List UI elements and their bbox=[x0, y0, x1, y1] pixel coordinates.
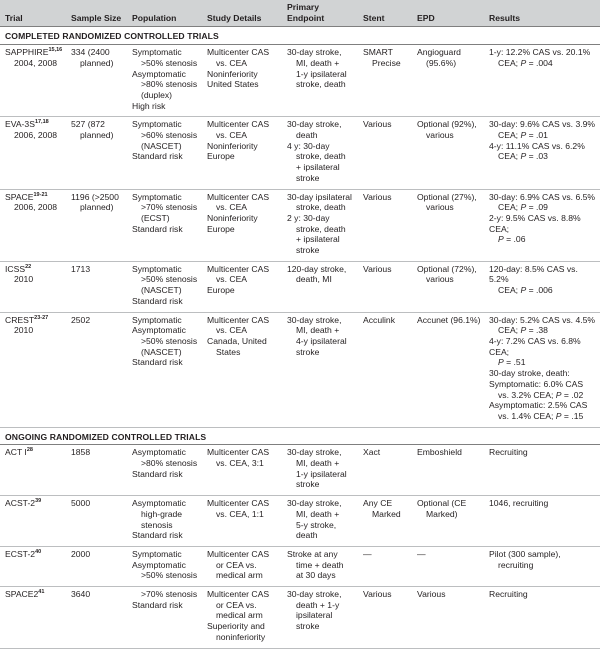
trial-cell bbox=[0, 496, 66, 547]
results-cell-line: CEA; P = .03 bbox=[498, 151, 548, 162]
endpoint-cell-line: 30-day stroke, bbox=[287, 589, 342, 600]
trial-cell bbox=[0, 189, 66, 261]
endpoint-cell-line: + ipsilateral bbox=[296, 162, 340, 173]
population-cell-line: (NASCET) bbox=[141, 140, 182, 151]
epd-cell-line: Accunet (96.1%) bbox=[417, 314, 481, 325]
sample-size-cell bbox=[66, 261, 127, 312]
header-population: Population bbox=[127, 0, 202, 27]
study-details-cell-line: Multicenter CAS bbox=[207, 263, 270, 274]
stent-cell-line: Precise bbox=[372, 57, 401, 68]
population-cell-line: >60% stenosis bbox=[141, 130, 198, 141]
study-details-cell bbox=[202, 312, 282, 427]
epd-cell bbox=[412, 45, 484, 117]
endpoint-cell-line: stroke bbox=[296, 245, 320, 256]
epd-cell bbox=[412, 189, 484, 261]
trial-name: ICSS bbox=[5, 263, 26, 274]
study-details-cell-line: Superiority and bbox=[207, 621, 265, 632]
section-row bbox=[0, 427, 600, 445]
stent-cell-line: Various bbox=[363, 191, 392, 202]
trial-reference: 41 bbox=[38, 589, 45, 596]
epd-cell-line: Angioguard bbox=[417, 47, 461, 58]
endpoint-cell-line: death + 1-y bbox=[296, 599, 340, 610]
endpoint-cell-line: Stroke at any bbox=[287, 548, 338, 559]
results-cell bbox=[484, 546, 600, 586]
population-cell bbox=[127, 189, 202, 261]
results-cell-line: Symptomatic: 6.0% CAS bbox=[489, 378, 584, 389]
endpoint-cell-line: 1-y ipsilateral bbox=[296, 468, 347, 479]
results-cell-line: Asymptomatic: 2.5% CAS bbox=[489, 400, 588, 411]
epd-cell bbox=[412, 445, 484, 496]
epd-cell-line: Optional (CE bbox=[417, 498, 467, 509]
population-cell-line: Standard risk bbox=[132, 295, 183, 306]
results-cell-line: CEA; P = .006 bbox=[498, 285, 553, 296]
trial-name: ACT I bbox=[5, 447, 27, 458]
results-cell-line: CEA; P = .01 bbox=[498, 130, 548, 141]
stent-cell-line: Any CE bbox=[363, 498, 393, 509]
population-cell-line: Standard risk bbox=[132, 468, 183, 479]
population-cell-line: (NASCET) bbox=[141, 346, 182, 357]
results-cell bbox=[484, 189, 600, 261]
trial-cell bbox=[0, 117, 66, 189]
endpoint-cell-line: death, MI bbox=[296, 274, 332, 285]
endpoint-cell-line: stroke, death bbox=[296, 223, 346, 234]
population-cell bbox=[127, 261, 202, 312]
epd-cell bbox=[412, 117, 484, 189]
header-sample-size: Sample Size bbox=[66, 0, 127, 27]
endpoint-cell-line: stroke, death bbox=[296, 79, 346, 90]
epd-cell bbox=[412, 312, 484, 427]
stent-cell bbox=[358, 261, 412, 312]
section-row bbox=[0, 27, 600, 45]
results-cell-line: Recruiting bbox=[489, 447, 528, 458]
endpoint-cell-line: 1-y ipsilateral bbox=[296, 68, 347, 79]
endpoint-cell-line: + ipsilateral bbox=[296, 234, 340, 245]
trial-cell bbox=[0, 546, 66, 586]
population-cell-line: high-grade bbox=[141, 508, 183, 519]
results-cell-line: 30-day stroke, death: bbox=[489, 368, 570, 379]
endpoint-cell-line: 30-day stroke, bbox=[287, 447, 342, 458]
epd-cell-line: various bbox=[426, 202, 454, 213]
table-row bbox=[0, 496, 600, 547]
header-stent: Stent bbox=[358, 0, 412, 27]
trial-cell bbox=[0, 45, 66, 117]
trial-name: EVA-3S bbox=[5, 119, 35, 130]
trial-year: 2006, 2008 bbox=[14, 202, 58, 213]
endpoint-cell-line: stroke, death bbox=[296, 202, 346, 213]
study-details-cell-line: Multicenter CAS bbox=[207, 314, 270, 325]
results-cell bbox=[484, 445, 600, 496]
endpoint-cell bbox=[282, 312, 358, 427]
results-cell bbox=[484, 117, 600, 189]
trial-cell bbox=[0, 261, 66, 312]
results-cell-line: CEA; P = .004 bbox=[498, 57, 553, 68]
sample-size-cell-line: 2502 bbox=[71, 314, 91, 325]
table-row bbox=[0, 587, 600, 649]
population-cell bbox=[127, 587, 202, 649]
sample-size-cell bbox=[66, 189, 127, 261]
sample-size-cell-line: 334 (2400 bbox=[71, 47, 110, 58]
stent-cell bbox=[358, 312, 412, 427]
population-cell-line: Asymptomatic bbox=[132, 559, 186, 570]
header-study-details: Study Details bbox=[202, 0, 282, 27]
study-details-cell bbox=[202, 117, 282, 189]
table-row bbox=[0, 261, 600, 312]
population-cell-line: >50% stenosis bbox=[141, 570, 198, 581]
population-cell-line: Symptomatic bbox=[132, 263, 182, 274]
trial-reference: 19-21 bbox=[33, 191, 48, 198]
population-cell bbox=[127, 496, 202, 547]
population-cell-line: Asymptomatic bbox=[132, 68, 186, 79]
sample-size-cell-line: 1196 (>2500 bbox=[71, 191, 119, 202]
results-cell-line: 4-y: 7.2% CAS vs. 6.8% CEA; bbox=[489, 335, 581, 357]
study-details-cell-line: Europe bbox=[207, 151, 235, 162]
results-cell bbox=[484, 496, 600, 547]
results-cell-line: 120-day: 8.5% CAS vs. 5.2% bbox=[489, 263, 578, 285]
sample-size-cell bbox=[66, 587, 127, 649]
sample-size-cell-line: 5000 bbox=[71, 498, 91, 509]
sample-size-cell-line: 527 (872 bbox=[71, 119, 105, 130]
study-details-cell-line: United States bbox=[207, 79, 259, 90]
population-cell-line: >50% stenosis bbox=[141, 57, 198, 68]
sample-size-cell bbox=[66, 312, 127, 427]
trial-year: 2010 bbox=[14, 325, 34, 336]
population-cell-line: (duplex) bbox=[141, 89, 173, 100]
population-cell bbox=[127, 117, 202, 189]
trial-reference: 22 bbox=[25, 263, 32, 270]
stent-cell bbox=[358, 445, 412, 496]
epd-cell bbox=[412, 587, 484, 649]
stent-cell bbox=[358, 45, 412, 117]
epd-cell-line: (95.6%) bbox=[426, 57, 457, 68]
population-cell-line: >70% stenosis bbox=[141, 202, 198, 213]
population-cell-line: High risk bbox=[132, 100, 166, 111]
epd-cell-line: various bbox=[426, 130, 454, 141]
study-details-cell-line: Multicenter CAS bbox=[207, 47, 270, 58]
study-details-cell-line: Noninferiority bbox=[207, 68, 258, 79]
study-details-cell bbox=[202, 45, 282, 117]
sample-size-cell bbox=[66, 496, 127, 547]
trial-year: 2010 bbox=[14, 274, 34, 285]
sample-size-cell bbox=[66, 45, 127, 117]
stent-cell bbox=[358, 117, 412, 189]
endpoint-cell-line: MI, death + bbox=[296, 57, 340, 68]
endpoint-cell-line: stroke bbox=[296, 621, 320, 632]
endpoint-cell-line: death bbox=[296, 130, 318, 141]
endpoint-cell-line: stroke, death bbox=[296, 151, 346, 162]
stent-cell-line: Various bbox=[363, 589, 392, 600]
population-cell-line: Standard risk bbox=[132, 530, 183, 541]
table-row bbox=[0, 445, 600, 496]
endpoint-cell-line: at 30 days bbox=[296, 570, 336, 581]
population-cell-line: >50% stenosis bbox=[141, 335, 198, 346]
study-details-cell-line: Noninferiority bbox=[207, 212, 258, 223]
trial-name: SPACE2 bbox=[5, 589, 39, 600]
study-details-cell-line: noninferiority bbox=[216, 631, 266, 642]
population-cell-line: Symptomatic bbox=[132, 119, 182, 130]
study-details-cell-line: Multicenter CAS bbox=[207, 447, 270, 458]
population-cell-line: Standard risk bbox=[132, 223, 183, 234]
results-cell bbox=[484, 587, 600, 649]
trial-name: ACST-2 bbox=[5, 498, 36, 509]
endpoint-cell-line: stroke bbox=[296, 479, 320, 490]
study-details-cell bbox=[202, 496, 282, 547]
population-cell-line: >80% stenosis bbox=[141, 79, 198, 90]
endpoint-cell bbox=[282, 587, 358, 649]
sample-size-cell-line: planned) bbox=[80, 130, 114, 141]
study-details-cell-line: Multicenter CAS bbox=[207, 589, 270, 600]
endpoint-cell-line: MI, death + bbox=[296, 458, 340, 469]
endpoint-cell-line: 30-day ipsilateral bbox=[287, 191, 352, 202]
results-cell-line: vs. 3.2% CEA; P = .02 bbox=[498, 389, 584, 400]
endpoint-cell-line: 30-day stroke, bbox=[287, 47, 342, 58]
results-cell-line: Recruiting bbox=[489, 589, 528, 600]
epd-cell-line: Marked) bbox=[426, 508, 458, 519]
trial-reference: 39 bbox=[35, 498, 42, 505]
results-cell-line: vs. 1.4% CEA; P = .15 bbox=[498, 410, 584, 421]
study-details-cell-line: vs. CEA, 3:1 bbox=[216, 458, 264, 469]
study-details-cell bbox=[202, 546, 282, 586]
stent-cell bbox=[358, 496, 412, 547]
header-results: Results bbox=[484, 0, 600, 27]
endpoint-cell-line: 4 y: 30-day bbox=[287, 140, 330, 151]
results-cell-line: 30-day: 6.9% CAS vs. 6.5% bbox=[489, 191, 596, 202]
study-details-cell-line: Noninferiority bbox=[207, 140, 258, 151]
section-title: ONGOING RANDOMIZED CONTROLLED TRIALS bbox=[0, 427, 600, 445]
endpoint-cell-line: 4-y ipsilateral bbox=[296, 335, 347, 346]
sample-size-cell-line: 1858 bbox=[71, 447, 91, 458]
results-cell-line: 30-day: 5.2% CAS vs. 4.5% bbox=[489, 314, 596, 325]
table-row bbox=[0, 189, 600, 261]
endpoint-cell-line: stroke bbox=[296, 172, 320, 183]
epd-cell bbox=[412, 496, 484, 547]
study-details-cell-line: vs. CEA bbox=[216, 325, 248, 336]
stent-cell-line: Marked bbox=[372, 508, 401, 519]
header-primary-endpoint: Primary Endpoint bbox=[282, 0, 358, 27]
study-details-cell-line: Multicenter CAS bbox=[207, 548, 270, 559]
stent-cell bbox=[358, 546, 412, 586]
trial-reference: 23-27 bbox=[34, 314, 49, 321]
population-cell bbox=[127, 45, 202, 117]
study-details-cell-line: Canada, United bbox=[207, 335, 267, 346]
table-row bbox=[0, 45, 600, 117]
population-cell bbox=[127, 546, 202, 586]
population-cell bbox=[127, 445, 202, 496]
study-details-cell-line: vs. CEA bbox=[216, 274, 248, 285]
sample-size-cell bbox=[66, 117, 127, 189]
table-row bbox=[0, 117, 600, 189]
endpoint-cell bbox=[282, 261, 358, 312]
study-details-cell-line: medical arm bbox=[216, 610, 263, 621]
study-details-cell-line: Multicenter CAS bbox=[207, 119, 270, 130]
epd-cell-line: — bbox=[417, 548, 426, 559]
population-cell-line: >50% stenosis bbox=[141, 274, 198, 285]
trial-name: SAPPHIRE bbox=[5, 47, 49, 58]
epd-cell-line: Optional (72%), bbox=[417, 263, 477, 274]
epd-cell bbox=[412, 546, 484, 586]
endpoint-cell bbox=[282, 445, 358, 496]
stent-cell-line: Various bbox=[363, 263, 392, 274]
stent-cell-line: SMART bbox=[363, 47, 393, 58]
study-details-cell-line: Multicenter CAS bbox=[207, 498, 270, 509]
results-cell-line: Pilot (300 sample), bbox=[489, 548, 561, 559]
results-cell bbox=[484, 45, 600, 117]
study-details-cell-line: Multicenter CAS bbox=[207, 191, 270, 202]
results-cell-line: CEA; P = .09 bbox=[498, 202, 548, 213]
results-cell-line: 2-y: 9.5% CAS vs. 8.8% CEA; bbox=[489, 212, 581, 234]
population-cell-line: (ECST) bbox=[141, 212, 170, 223]
epd-cell-line: various bbox=[426, 274, 454, 285]
stent-cell bbox=[358, 189, 412, 261]
endpoint-cell bbox=[282, 45, 358, 117]
results-cell-line: recruiting bbox=[498, 559, 534, 570]
population-cell-line: Asymptomatic bbox=[132, 325, 186, 336]
results-cell-line: 30-day: 9.6% CAS vs. 3.9% bbox=[489, 119, 596, 130]
population-cell-line: >70% stenosis bbox=[141, 589, 198, 600]
results-cell-line: CEA; P = .38 bbox=[498, 325, 548, 336]
endpoint-cell-line: 2 y: 30-day bbox=[287, 212, 330, 223]
population-cell-line: >80% stenosis bbox=[141, 458, 198, 469]
endpoint-cell-line: death bbox=[296, 530, 318, 541]
endpoint-cell bbox=[282, 117, 358, 189]
population-cell-line: Symptomatic bbox=[132, 47, 182, 58]
population-cell-line: Asymptomatic bbox=[132, 498, 186, 509]
study-details-cell-line: vs. CEA, 1:1 bbox=[216, 508, 264, 519]
study-details-cell-line: or CEA vs. bbox=[216, 559, 257, 570]
table-row bbox=[0, 546, 600, 586]
population-cell-line: stenosis bbox=[141, 519, 173, 530]
endpoint-cell-line: stroke bbox=[296, 346, 320, 357]
endpoint-cell bbox=[282, 546, 358, 586]
epd-cell-line: Optional (92%), bbox=[417, 119, 477, 130]
endpoint-cell-line: MI, death + bbox=[296, 325, 340, 336]
study-details-cell-line: Europe bbox=[207, 223, 235, 234]
endpoint-cell-line: ipsilateral bbox=[296, 610, 333, 621]
trial-name: CREST bbox=[5, 314, 35, 325]
endpoint-cell bbox=[282, 496, 358, 547]
study-details-cell-line: vs. CEA bbox=[216, 202, 248, 213]
endpoint-cell-line: MI, death + bbox=[296, 508, 340, 519]
sample-size-cell-line: 3640 bbox=[71, 589, 91, 600]
sample-size-cell bbox=[66, 445, 127, 496]
stent-cell bbox=[358, 587, 412, 649]
header-epd: EPD bbox=[412, 0, 484, 27]
population-cell-line: Standard risk bbox=[132, 599, 183, 610]
study-details-cell bbox=[202, 445, 282, 496]
endpoint-cell-line: 30-day stroke, bbox=[287, 119, 342, 130]
trial-reference: 17,18 bbox=[34, 119, 49, 126]
endpoint-cell-line: 30-day stroke, bbox=[287, 314, 342, 325]
endpoint-cell-line: 5-y stroke, bbox=[296, 519, 337, 530]
population-cell-line: Standard risk bbox=[132, 151, 183, 162]
endpoint-cell-line: 30-day stroke, bbox=[287, 498, 342, 509]
sample-size-cell bbox=[66, 546, 127, 586]
study-details-cell bbox=[202, 261, 282, 312]
results-cell bbox=[484, 312, 600, 427]
trial-cell bbox=[0, 445, 66, 496]
population-cell-line: Standard risk bbox=[132, 357, 183, 368]
results-cell-line: 4-y: 11.1% CAS vs. 6.2% bbox=[489, 140, 585, 151]
endpoint-cell bbox=[282, 189, 358, 261]
results-cell-line: 1046, recruiting bbox=[489, 498, 549, 509]
results-cell-line: P = .06 bbox=[498, 234, 526, 245]
header-trial: Trial bbox=[0, 0, 66, 27]
table-row bbox=[0, 312, 600, 427]
table-body bbox=[0, 27, 600, 648]
stent-cell-line: Acculink bbox=[363, 314, 395, 325]
population-cell-line: (NASCET) bbox=[141, 285, 182, 296]
results-cell-line: P = .51 bbox=[498, 357, 526, 368]
trial-cell bbox=[0, 312, 66, 427]
section-title: COMPLETED RANDOMIZED CONTROLLED TRIALS bbox=[0, 27, 600, 45]
endpoint-cell-line: time + death bbox=[296, 559, 344, 570]
study-details-cell-line: States bbox=[216, 346, 241, 357]
study-details-cell-line: or CEA vs. bbox=[216, 599, 257, 610]
sample-size-cell-line: 1713 bbox=[71, 263, 91, 274]
stent-cell-line: Various bbox=[363, 119, 392, 130]
trial-reference: 15,16 bbox=[48, 47, 63, 54]
sample-size-cell-line: 2000 bbox=[71, 548, 91, 559]
header-row bbox=[0, 0, 600, 27]
sample-size-cell-line: planned) bbox=[80, 57, 114, 68]
population-cell-line: Symptomatic bbox=[132, 191, 182, 202]
study-details-cell-line: medical arm bbox=[216, 570, 263, 581]
population-cell-line: Symptomatic bbox=[132, 548, 182, 559]
population-cell-line: Symptomatic bbox=[132, 314, 182, 325]
study-details-cell-line: Europe bbox=[207, 285, 235, 296]
epd-cell-line: Optional (27%), bbox=[417, 191, 477, 202]
study-details-cell bbox=[202, 587, 282, 649]
epd-cell-line: Various bbox=[417, 589, 446, 600]
results-cell bbox=[484, 261, 600, 312]
population-cell-line: Asymptomatic bbox=[132, 447, 186, 458]
trial-name: ECST-2 bbox=[5, 548, 36, 559]
study-details-cell bbox=[202, 189, 282, 261]
epd-cell-line: Emboshield bbox=[417, 447, 462, 458]
endpoint-cell-line: 120-day stroke, bbox=[287, 263, 347, 274]
trial-year: 2006, 2008 bbox=[14, 130, 58, 141]
study-details-cell-line: vs. CEA bbox=[216, 130, 248, 141]
trial-cell bbox=[0, 587, 66, 649]
trial-reference: 28 bbox=[26, 447, 33, 454]
stent-cell-line: Xact bbox=[363, 447, 381, 458]
sample-size-cell-line: planned) bbox=[80, 202, 114, 213]
results-cell-line: 1-y: 12.2% CAS vs. 20.1% bbox=[489, 47, 591, 58]
population-cell bbox=[127, 312, 202, 427]
epd-cell bbox=[412, 261, 484, 312]
stent-cell-line: — bbox=[363, 548, 372, 559]
trial-name: SPACE bbox=[5, 191, 34, 202]
trial-year: 2004, 2008 bbox=[14, 57, 58, 68]
study-details-cell-line: vs. CEA bbox=[216, 57, 248, 68]
trial-reference: 40 bbox=[35, 548, 42, 555]
